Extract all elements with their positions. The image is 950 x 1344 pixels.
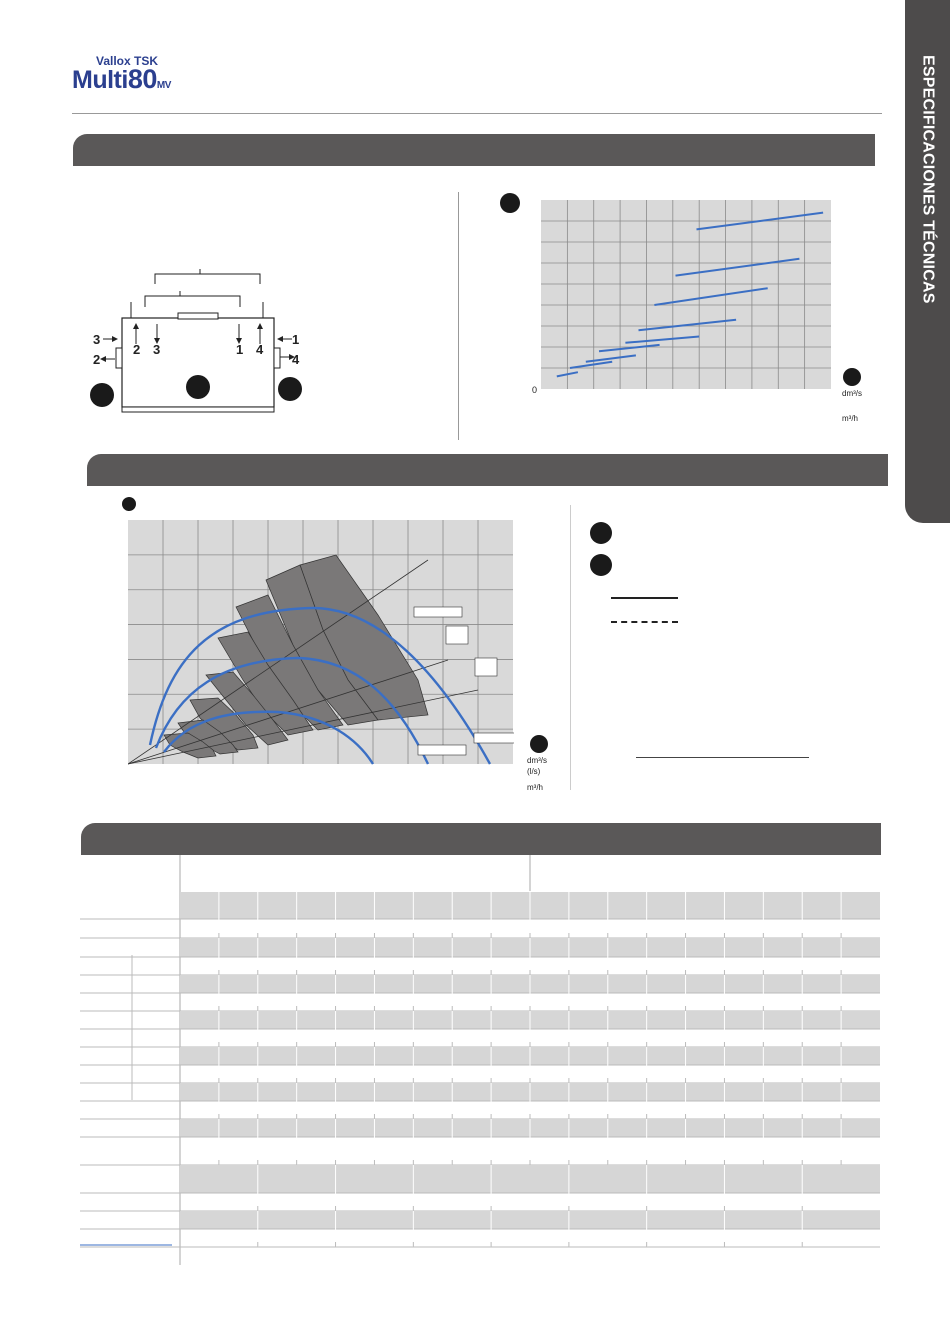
brand-line: Vallox TSK [96,54,159,68]
callout-marker [530,735,548,753]
capacity-chart [128,520,514,765]
callout-marker [590,554,612,576]
callout-marker [122,497,136,511]
port-label: 2 [93,352,101,367]
side-tab-label: ESPECIFICACIONES TÉCNICAS [919,55,937,304]
pressure-chart [541,200,832,390]
brand-logo: Multi80MV [72,64,171,94]
spec-table [80,855,880,1265]
axis-unit: m³/h [527,783,543,792]
axis-unit: dm³/s [527,756,547,765]
legend-rule [636,757,809,758]
section-bar-1 [73,134,875,166]
port-label: 1 [292,332,300,347]
callout-marker [590,522,612,544]
unit-diagram [85,262,315,417]
separator [458,192,459,440]
callout-marker [843,368,861,386]
port-label: 3 [93,332,101,347]
port-label: 4 [256,342,264,357]
side-tab-label-wrap [905,0,950,523]
axis-unit: m³/h [842,414,858,423]
port-label: 2 [133,342,141,357]
section-bar-2 [87,454,888,486]
callout-marker [500,193,520,213]
table-row [180,1165,880,1193]
axis-zero: 0 [532,385,538,395]
legend-solid-line [611,597,678,599]
port-label: 1 [236,342,244,357]
separator [570,505,571,790]
table-row [180,1211,880,1229]
legend-dashed-line [611,621,678,623]
header-rule [72,113,882,114]
axis-unit: dm³/s [842,389,862,398]
port-label: 4 [292,352,300,367]
section-bar-3 [81,823,881,855]
port-label: 3 [153,342,161,357]
axis-unit: (l/s) [527,767,541,776]
